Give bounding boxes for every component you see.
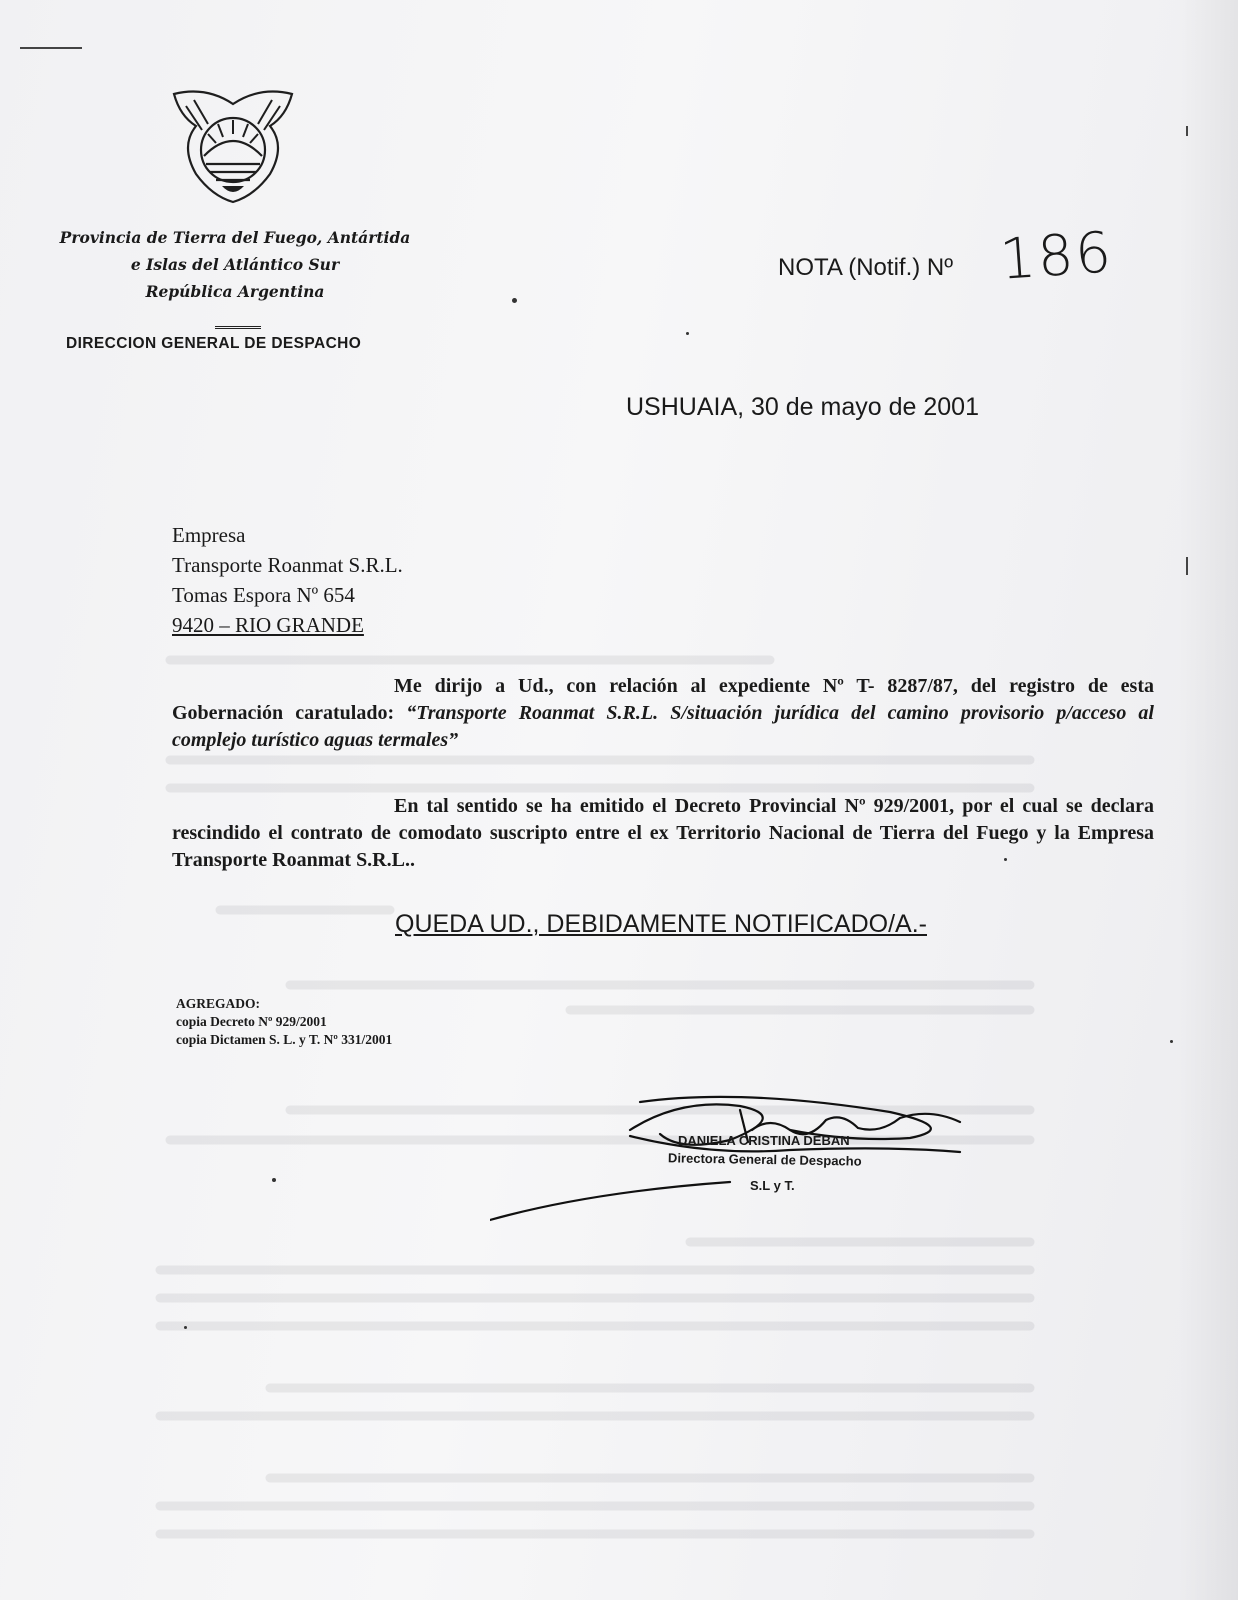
- attachment-item: copia Dictamen S. L. y T. Nº 331/2001: [176, 1032, 393, 1047]
- scan-speck: [686, 332, 689, 335]
- paragraph-1-text: Me dirijo a Ud., con relación al expediente Nº T- 8287/87, del registro de esta Gobernación caratulado:: [172, 675, 1154, 724]
- scan-mark: [1186, 557, 1188, 575]
- paragraph-1: [172, 673, 1154, 754]
- recipient-line: Empresa: [172, 523, 246, 547]
- signer-org: S.L y T.: [750, 1178, 795, 1193]
- coat-of-arms-icon: [166, 86, 300, 206]
- date-line: USHUAIA, 30 de mayo de 2001: [626, 393, 979, 421]
- province-line-1: Provincia de Tierra del Fuego, Antártida: [59, 228, 411, 247]
- bleed-through-lower: [150, 1230, 1050, 1590]
- scan-speck: [512, 298, 517, 303]
- province-line-3: República Argentina: [145, 282, 325, 301]
- scan-mark: [20, 47, 82, 49]
- office-name: DIRECCION GENERAL DE DESPACHO: [66, 335, 362, 352]
- recipient-block: [172, 520, 403, 640]
- paragraph-2: [172, 793, 1154, 874]
- recipient-line: Transporte Roanmat S.R.L.: [172, 553, 403, 577]
- attachments-title: AGREGADO:: [176, 996, 260, 1011]
- file-caption: “Transporte Roanmat S.R.L. S/situación jurídica del camino provisorio p/acceso al complejo turístico aguas termales”: [172, 702, 1154, 751]
- scan-speck: [272, 1178, 276, 1182]
- province-heading: [36, 224, 434, 305]
- paragraph-2-text: En tal sentido se ha emitido el Decreto Provincial Nº 929/2001, por el cual se declara rescindido el contrato de comodato suscripto entre el ex Territorio Nacional de Tierra del Fuego y la Empresa Transporte Roanmat S.R.L..: [172, 795, 1154, 871]
- province-line-2: e Islas del Atlántico Sur: [130, 255, 340, 274]
- attachment-item: copia Decreto Nº 929/2001: [176, 1014, 327, 1029]
- scan-mark: [1186, 126, 1188, 136]
- note-number: 186: [997, 220, 1116, 293]
- signer-title: Directora General de Despacho: [667, 1150, 862, 1169]
- scan-speck: [1004, 858, 1007, 861]
- page-shadow: [1178, 0, 1238, 1600]
- bleed-through-lower-lines: [150, 1230, 1050, 1590]
- heading-divider: [215, 326, 261, 329]
- notification-notice: QUEDA UD., DEBIDAMENTE NOTIFICADO/A.-: [395, 910, 927, 938]
- recipient-line: Tomas Espora Nº 654: [172, 583, 355, 607]
- scan-speck: [1170, 1040, 1173, 1043]
- note-label: NOTA (Notif.) Nº: [778, 254, 953, 281]
- scan-speck: [184, 1326, 187, 1329]
- recipient-city: 9420 – RIO GRANDE: [172, 613, 364, 637]
- attachments-block: [176, 995, 392, 1049]
- signer-name: DANIELA CRISTINA DEBAN: [678, 1133, 850, 1148]
